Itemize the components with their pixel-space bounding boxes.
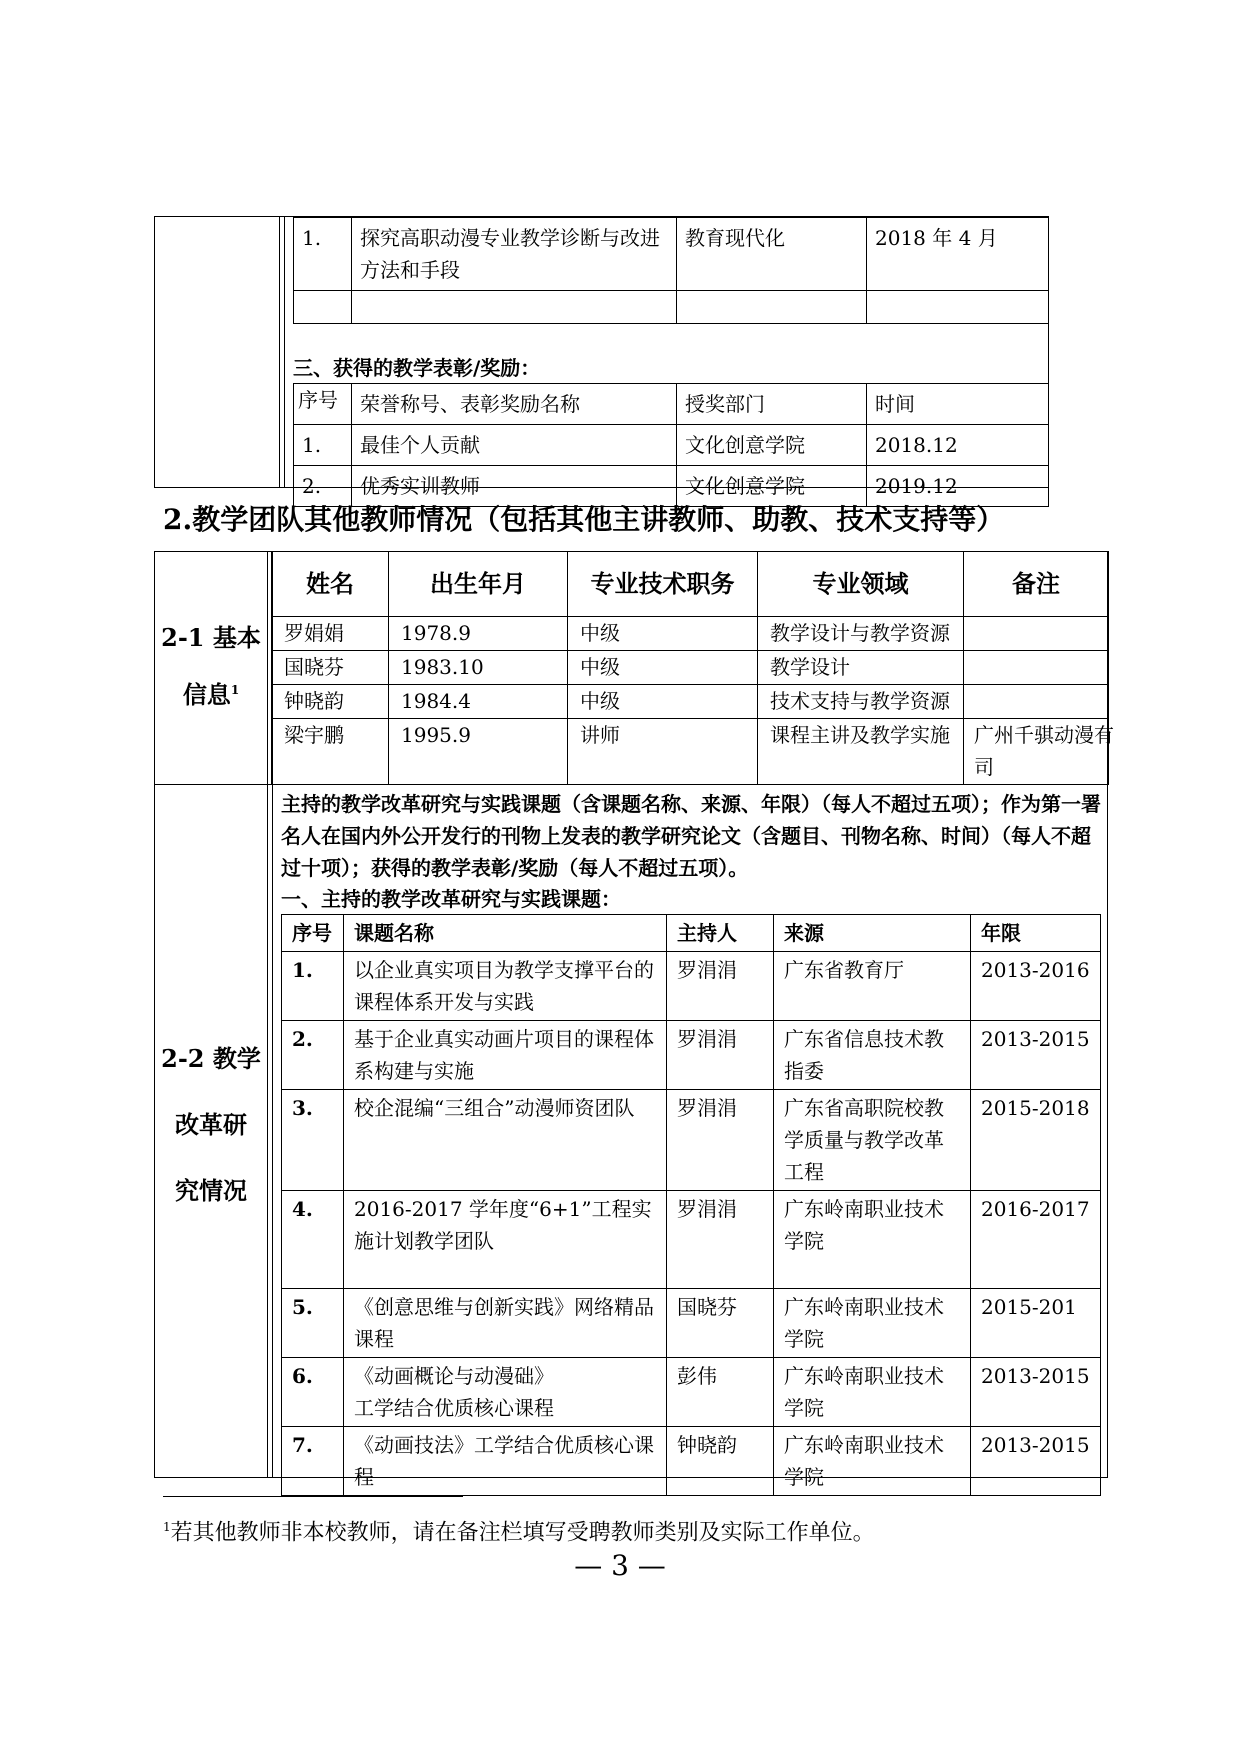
project-host: 钟晓韵 — [667, 1427, 774, 1496]
teacher-name: 罗娟娟 — [272, 617, 389, 651]
award-name: 优秀实训教师 — [352, 466, 677, 507]
footnote-text: 若其他教师非本校教师，请在备注栏填写受聘教师类别及实际工作单位。 — [170, 1520, 875, 1546]
header-name: 姓名 — [272, 552, 389, 617]
teacher-title: 中级 — [568, 651, 758, 685]
header-title: 专业技术职务 — [568, 552, 758, 617]
paper-no — [294, 291, 352, 324]
project-host: 罗涓涓 — [667, 1090, 774, 1191]
table-header-row — [272, 552, 1109, 617]
award-no: 2. — [294, 466, 352, 507]
header-note: 备注 — [964, 552, 1109, 617]
reform-label: 2-2 教学 改革研 究情况 — [161, 1044, 261, 1205]
table-row — [282, 1289, 1101, 1358]
footnote-mark: 1 — [163, 1520, 171, 1534]
header-host: 主持人 — [667, 915, 774, 952]
table-row — [282, 1427, 1101, 1496]
project-host: 彭伟 — [667, 1358, 774, 1427]
teacher-title: 中级 — [568, 617, 758, 651]
teacher-note: 广州千骐动漫有 司 — [964, 719, 1109, 785]
footnote — [163, 1510, 875, 1550]
project-name: 以企业真实项目为教学支撑平台的课程体系开发与实践 — [344, 952, 667, 1021]
previous-table-continuation — [154, 216, 1049, 498]
teacher-title: 中级 — [568, 685, 758, 719]
project-no: 2. — [282, 1021, 344, 1090]
project-name: 《创意思维与创新实践》网络精品课程 — [344, 1289, 667, 1358]
project-source: 广东省信息技术教指委 — [774, 1021, 971, 1090]
project-host: 罗涓涓 — [667, 1021, 774, 1090]
teacher-birth: 1995.9 — [389, 719, 568, 785]
teacher-birth: 1983.10 — [389, 651, 568, 685]
project-no: 3. — [282, 1090, 344, 1191]
project-name: 《动画技法》工学结合优质核心课程 — [344, 1427, 667, 1496]
section-title: 2.教学团队其他教师情况（包括其他主讲教师、助教、技术支持等） — [163, 503, 1005, 536]
awards-heading: 三、获得的教学表彰/奖励： — [293, 356, 541, 380]
teacher-birth: 1978.9 — [389, 617, 568, 651]
footnote-separator — [163, 1496, 463, 1497]
basic-info-label: 2-1 基本 信息$^1$ — [161, 623, 261, 709]
award-time: 2019.12 — [867, 466, 1049, 507]
header-time: 时间 — [867, 384, 1049, 425]
table-header-row — [282, 915, 1101, 952]
teacher-note — [964, 685, 1109, 719]
project-no: 4. — [282, 1191, 344, 1289]
header-source: 来源 — [774, 915, 971, 952]
awards-table — [293, 383, 1049, 507]
teacher-field: 技术支持与教学资源 — [758, 685, 964, 719]
table-row — [272, 651, 1109, 685]
teacher-note — [964, 651, 1109, 685]
header-no: 序号 — [294, 384, 352, 425]
project-years: 2013-2015 — [971, 1358, 1101, 1427]
paper-title: 探究高职动漫专业教学诊断与改进方法和手段 — [352, 218, 677, 291]
project-years: 2013-2015 — [971, 1021, 1101, 1090]
table-header-row — [294, 384, 1049, 425]
table-row — [294, 218, 1049, 291]
project-host: 罗涓涓 — [667, 1191, 774, 1289]
project-name: 2016-2017 学年度“6+1”工程实施计划教学团队 — [344, 1191, 667, 1289]
paper-journal — [677, 291, 867, 324]
award-name: 最佳个人贡献 — [352, 425, 677, 466]
table-row — [294, 291, 1049, 324]
award-no: 1. — [294, 425, 352, 466]
teacher-name: 国晓芬 — [272, 651, 389, 685]
header-birth: 出生年月 — [389, 552, 568, 617]
project-source: 广东岭南职业技术学院 — [774, 1427, 971, 1496]
project-source: 广东岭南职业技术学院 — [774, 1358, 971, 1427]
teacher-name: 梁宇鹏 — [272, 719, 389, 785]
header-years: 年限 — [971, 915, 1101, 952]
project-name: 《动画概论与动漫础》 工学结合优质核心课程 — [344, 1358, 667, 1427]
paper-no: 1. — [294, 218, 352, 291]
teacher-field: 教学设计 — [758, 651, 964, 685]
header-project-name: 课题名称 — [344, 915, 667, 952]
project-source: 广东省高职院校教学质量与教学改革工程 — [774, 1090, 971, 1191]
teacher-field: 教学设计与教学资源 — [758, 617, 964, 651]
header-name: 荣誉称号、表彰奖励名称 — [352, 384, 677, 425]
table-row — [282, 1191, 1101, 1289]
project-no: 1. — [282, 952, 344, 1021]
table-row — [272, 617, 1109, 651]
project-host: 罗涓涓 — [667, 952, 774, 1021]
table-row — [282, 1021, 1101, 1090]
header-field: 专业领域 — [758, 552, 964, 617]
table-row — [282, 952, 1101, 1021]
project-years: 2016-2017 — [971, 1191, 1101, 1289]
project-source: 广东省教育厅 — [774, 952, 971, 1021]
paper-journal: 教育现代化 — [677, 218, 867, 291]
header-no: 序号 — [282, 915, 344, 952]
teacher-name: 钟晓韵 — [272, 685, 389, 719]
column-divider — [279, 217, 285, 487]
award-dept: 文化创意学院 — [677, 425, 867, 466]
project-host: 国晓芬 — [667, 1289, 774, 1358]
project-years: 2015-201 — [971, 1289, 1101, 1358]
teacher-birth: 1984.4 — [389, 685, 568, 719]
project-name: 校企混编“三组合”动漫师资团队 — [344, 1090, 667, 1191]
table-row — [282, 1090, 1101, 1191]
teacher-title: 讲师 — [568, 719, 758, 785]
project-no: 7. — [282, 1427, 344, 1496]
papers-table — [293, 217, 1049, 324]
header-dept: 授奖部门 — [677, 384, 867, 425]
paper-time — [867, 291, 1049, 324]
basic-info-table — [271, 551, 1114, 785]
table-row — [272, 719, 1109, 785]
projects-table — [281, 914, 1101, 1496]
projects-heading: 一、主持的教学改革研究与实践课题： — [281, 887, 621, 911]
teacher-field: 课程主讲及教学实施 — [758, 719, 964, 785]
award-dept: 文化创意学院 — [677, 466, 867, 507]
paper-time: 2018 年 4 月 — [867, 218, 1049, 291]
page-number: — 3 — — [574, 1549, 666, 1582]
footnote-mark: 1 — [230, 683, 240, 697]
project-name: 基于企业真实动画片项目的课程体系构建与实施 — [344, 1021, 667, 1090]
team-teachers-table — [154, 551, 1114, 1489]
paper-title — [352, 291, 677, 324]
project-years: 2015-2018 — [971, 1090, 1101, 1191]
project-years: 2013-2016 — [971, 952, 1101, 1021]
teacher-note — [964, 617, 1109, 651]
project-no: 5. — [282, 1289, 344, 1358]
table-row — [282, 1358, 1101, 1427]
table-row — [294, 425, 1049, 466]
table-row — [272, 685, 1109, 719]
project-source: 广东岭南职业技术学院 — [774, 1289, 971, 1358]
project-source: 广东岭南职业技术学院 — [774, 1191, 971, 1289]
project-no: 6. — [282, 1358, 344, 1427]
reform-instructions: 主持的教学改革研究与实践课题（含课题名称、来源、年限）（每人不超过五项）；作为第一署名人在国内外公开发行的刊物上发表的教学研究论文（含题目、刊物名称、时间）（每人不超过十项）；获得的教学表彰/奖励（每人不超过五项）。 — [281, 792, 1101, 880]
award-time: 2018.12 — [867, 425, 1049, 466]
project-years: 2013-2015 — [971, 1427, 1101, 1496]
